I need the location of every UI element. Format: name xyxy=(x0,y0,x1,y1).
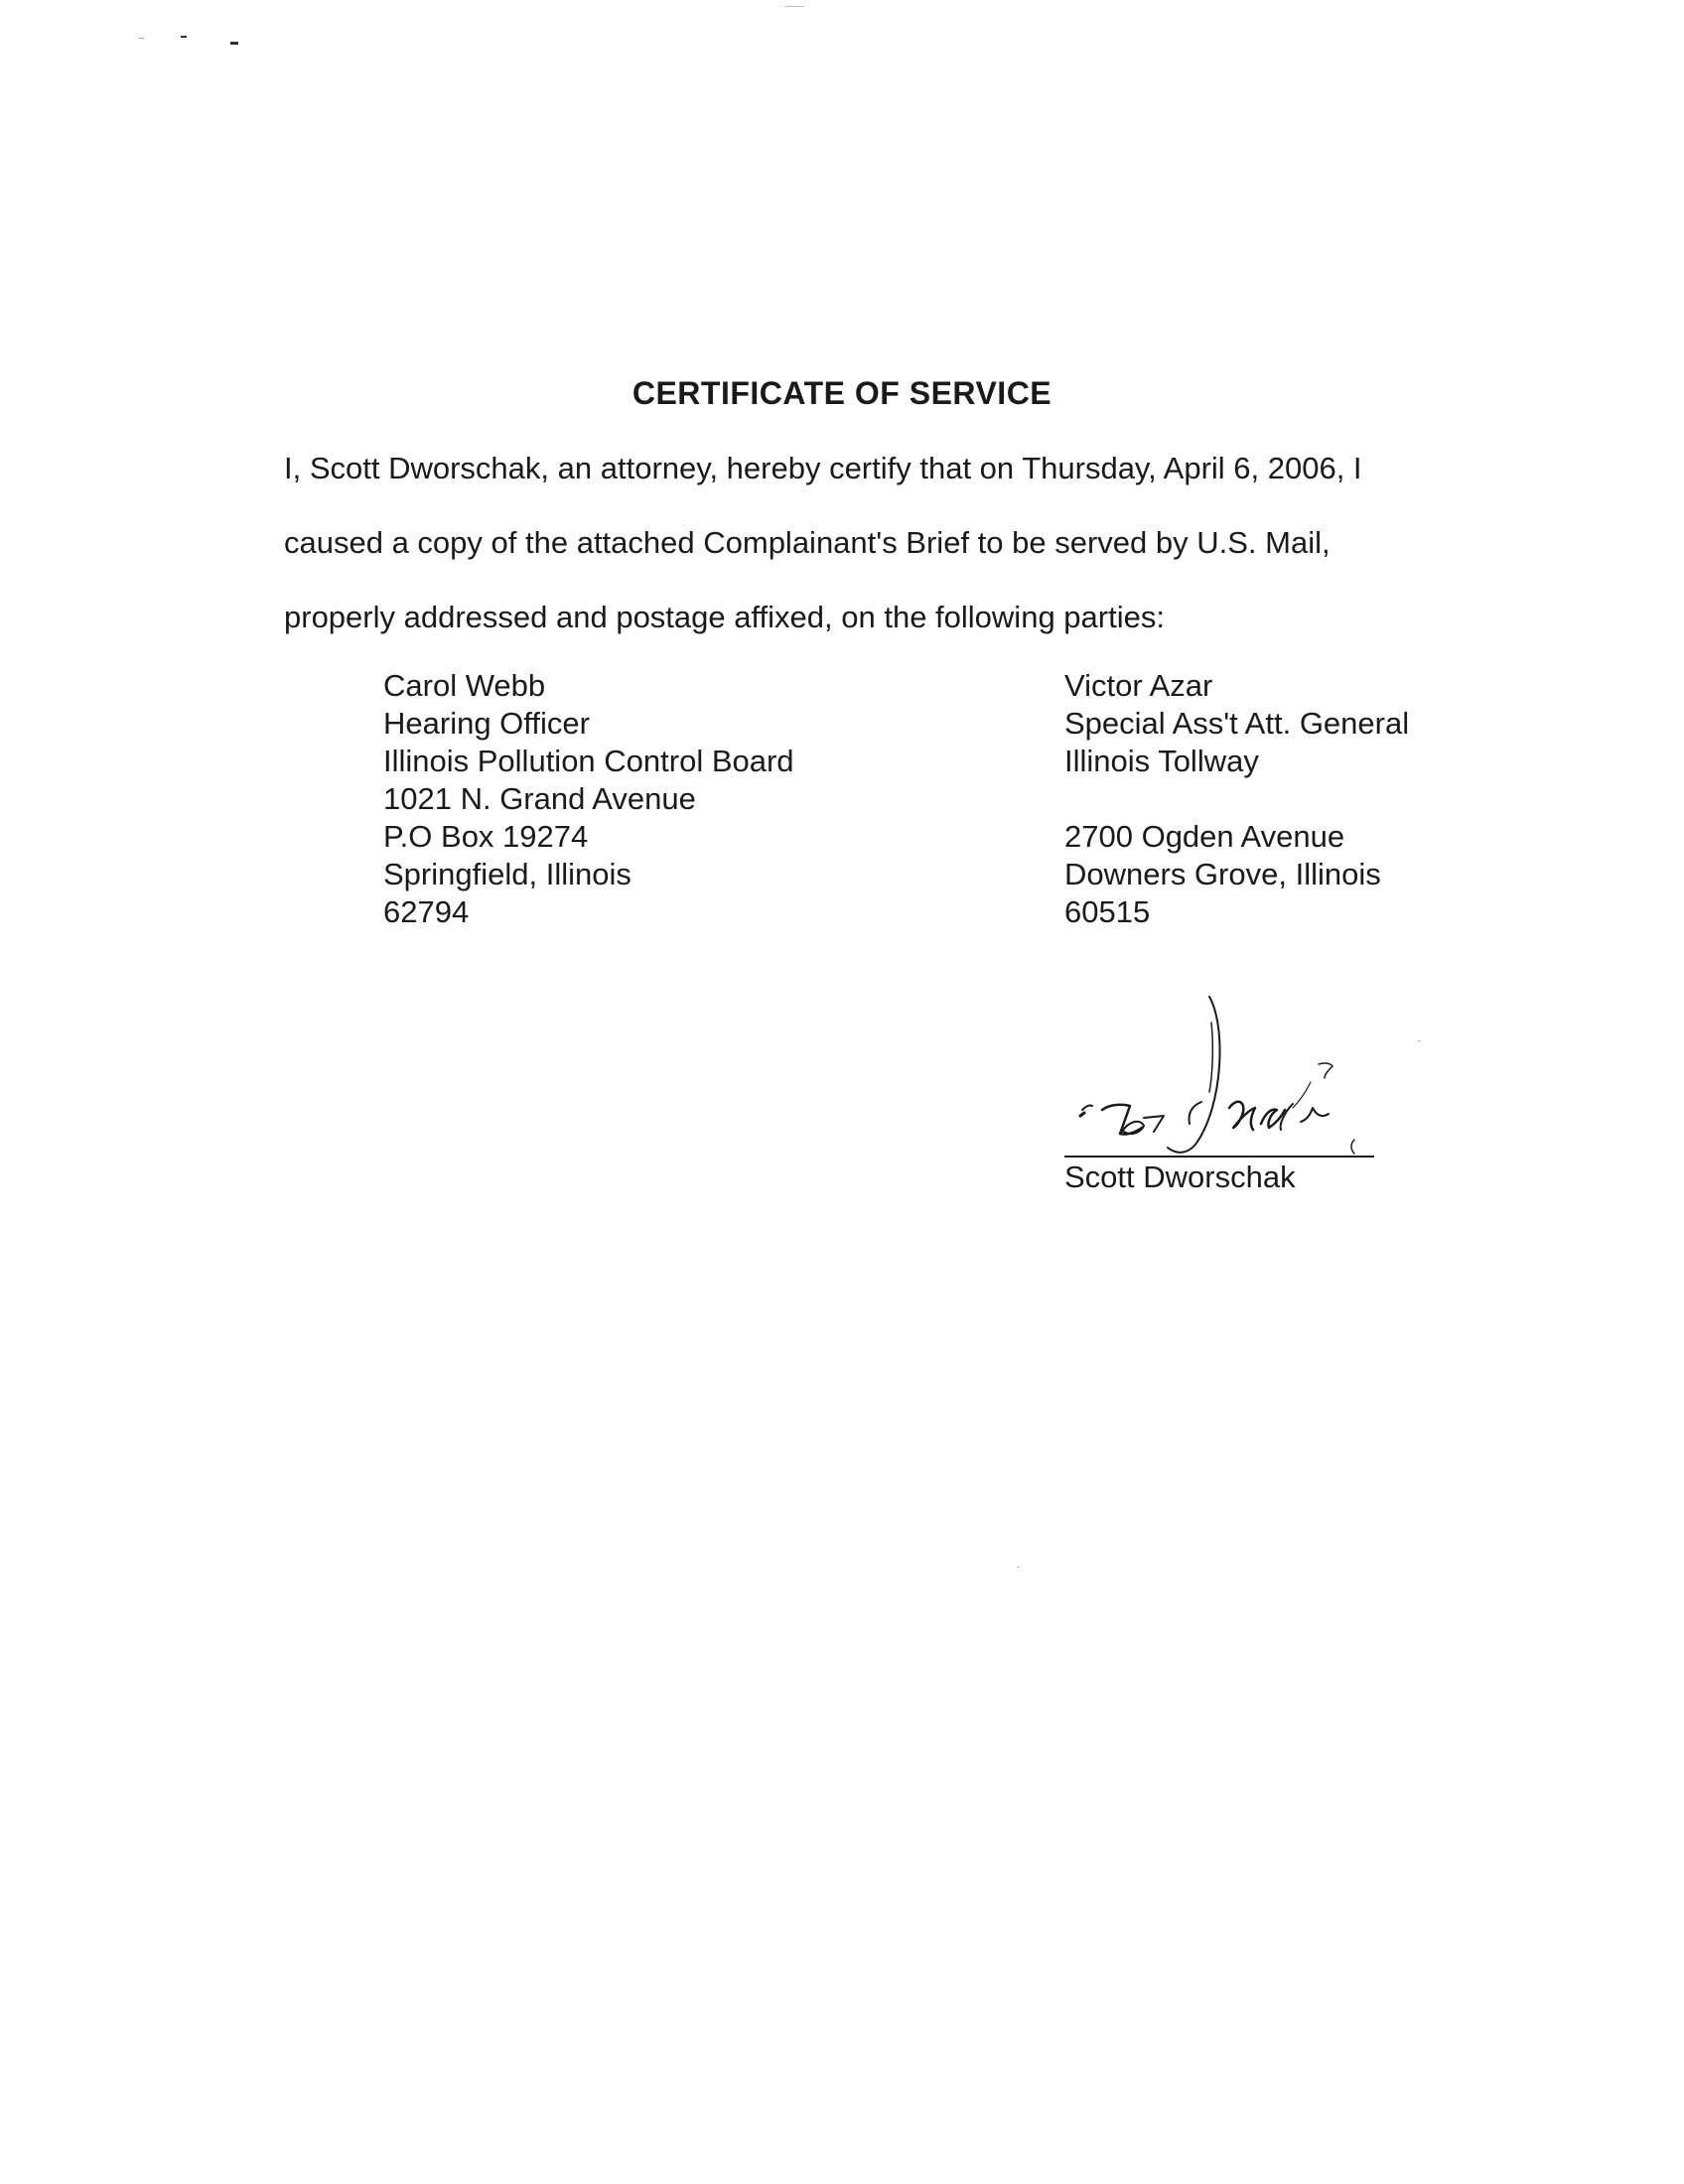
signatory-printed-name: Scott Dworschak xyxy=(1064,1160,1296,1194)
recipient-city-state: Downers Grove, Illinois xyxy=(1064,857,1381,891)
recipient-street: 1021 N. Grand Avenue xyxy=(383,781,696,816)
scan-artifact xyxy=(1418,1040,1421,1041)
signature-line xyxy=(1064,1156,1374,1158)
scan-artifact xyxy=(1017,1567,1020,1568)
recipient-title: Special Ass't Att. General xyxy=(1064,706,1410,741)
scan-artifact xyxy=(784,6,804,7)
recipient-name: Carol Webb xyxy=(383,668,546,703)
recipient-title: Hearing Officer xyxy=(383,706,590,741)
body-line-1: I, Scott Dworschak, an attorney, hereby certify that on Thursday, April 6, 2006, I xyxy=(284,451,1362,485)
body-line-3: properly addressed and postage affixed, on the following parties: xyxy=(284,600,1165,634)
body-line-2: caused a copy of the attached Complainant's Brief to be served by U.S. Mail, xyxy=(284,525,1331,560)
address-gap xyxy=(1064,780,1409,818)
document-title: CERTIFICATE OF SERVICE xyxy=(632,375,1052,411)
scan-artifact xyxy=(139,38,144,39)
recipient-left-address xyxy=(383,667,794,931)
recipient-name: Victor Azar xyxy=(1064,668,1213,703)
recipient-street: 2700 Ogden Avenue xyxy=(1064,819,1345,854)
recipient-po-box: P.O Box 19274 xyxy=(383,819,589,854)
recipient-organization: Illinois Pollution Control Board xyxy=(383,744,794,778)
recipient-city-state: Springfield, Illinois xyxy=(383,857,632,891)
scan-artifact xyxy=(230,42,238,45)
recipient-right-address xyxy=(1064,667,1409,931)
recipient-zip: 62794 xyxy=(383,894,470,929)
handwritten-signature xyxy=(1062,993,1410,1171)
scan-artifact xyxy=(181,36,187,38)
recipient-organization: Illinois Tollway xyxy=(1064,744,1259,778)
recipient-zip: 60515 xyxy=(1064,894,1151,929)
